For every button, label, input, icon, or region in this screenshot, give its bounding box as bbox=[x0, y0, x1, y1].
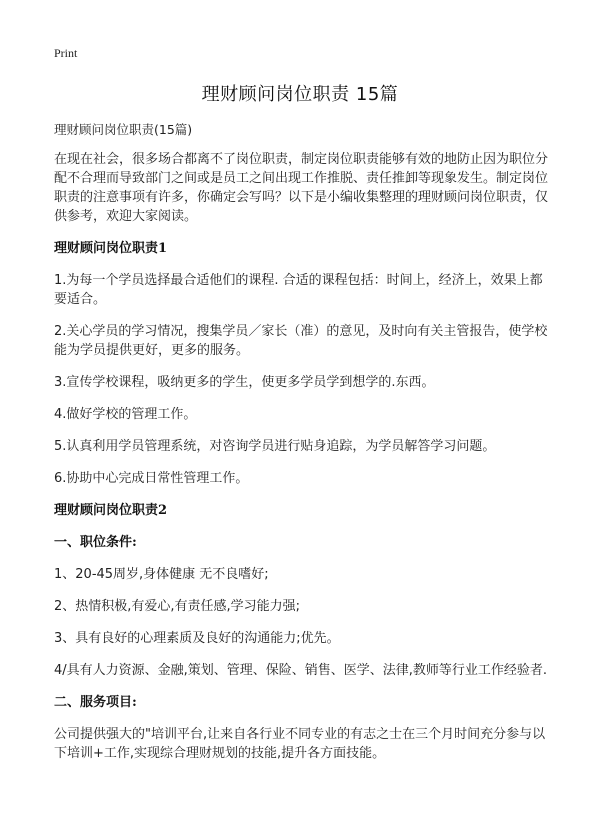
document-content bbox=[54, 120, 554, 776]
section2-sub2-paragraph: 公司提供强大的"培训平台,让来自各行业不同专业的有志之士在三个月时间充分参与以下培训+工作,实现综合理财规划的技能,提升各方面技能。 bbox=[54, 727, 546, 761]
section2-item-4: 4/具有人力资源、金融,策划、管理、保险、销售、医学、法律,教师等行业工作经验者. bbox=[54, 663, 548, 678]
section1-item-1: 1.为每一个学员选择最合适他们的课程. 合适的课程包括：时间上，经济上，效果上都要适合。 bbox=[54, 273, 543, 307]
section2-item-3: 3、具有良好的心理素质及良好的沟通能力;优先。 bbox=[54, 631, 340, 646]
section2-heading: 理财顾问岗位职责2 bbox=[54, 503, 168, 518]
print-label: Print bbox=[54, 46, 78, 60]
section1-item-6: 6.协助中心完成日常性管理工作。 bbox=[54, 471, 249, 486]
section2-item-1: 1、20-45周岁,身体健康 无不良嗜好; bbox=[54, 567, 269, 582]
document-subtitle: 理财顾问岗位职责(15篇) bbox=[54, 122, 193, 137]
section1-item-5: 5.认真利用学员管理系统，对咨询学员进行贴身追踪，为学员解答学习问题。 bbox=[54, 439, 496, 454]
section1-item-4: 4.做好学校的管理工作。 bbox=[54, 407, 197, 422]
section1-item-3: 3.宣传学校课程，吸纳更多的学生，使更多学员学到想学的.东西。 bbox=[54, 375, 435, 390]
section2-sub1-heading: 一、职位条件: bbox=[54, 535, 137, 550]
section1-heading: 理财顾问岗位职责1 bbox=[54, 241, 168, 256]
document-title: 理财顾问岗位职责 15篇 bbox=[201, 84, 399, 105]
section2-item-2: 2、热情积极,有爱心,有责任感,学习能力强; bbox=[54, 599, 301, 614]
section2-sub2-heading: 二、服务项目: bbox=[54, 695, 137, 710]
intro-paragraph: 在现在社会，很多场合都离不了岗位职责，制定岗位职责能够有效的地防止因为职位分配不合理而导致部门之间或是员工之间出现工作推脱、责任推卸等现象发生。制定岗位职责的注意事项有许多，你确定会写吗？以下是小编收集整理的理财顾问岗位职责，仅供参考，欢迎大家阅读。 bbox=[54, 152, 549, 224]
section1-item-2: 2.关心学员的学习情况，搜集学员／家长（准）的意见，及时向有关主管报告，使学校能为学员提供更好，更多的服务。 bbox=[54, 324, 548, 358]
